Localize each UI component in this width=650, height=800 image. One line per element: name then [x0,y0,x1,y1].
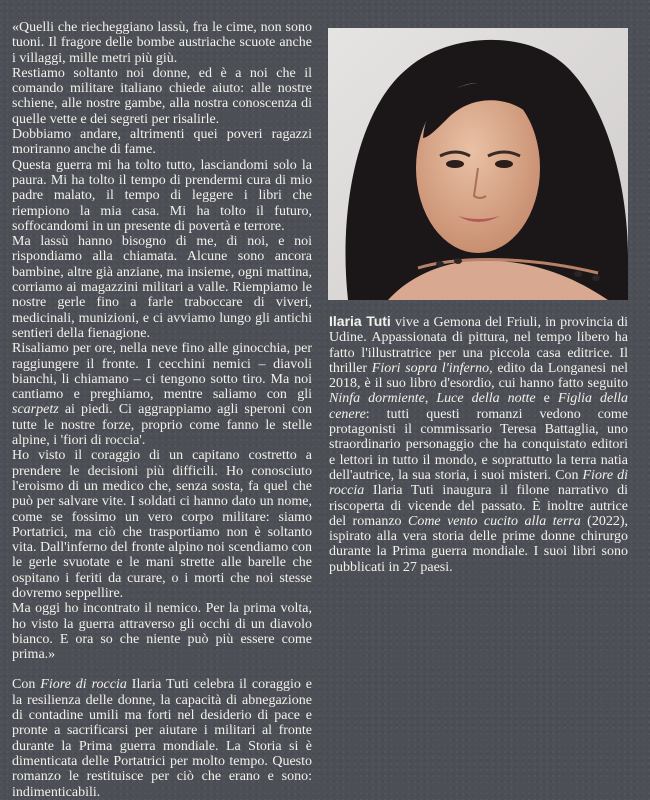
book-title: Fiori sopra l'inferno [371,360,490,376]
quote-text: Risaliamo per ore, nella neve fino alle ginocchia, per raggiungere il fronte. I cecchini nemici – diavoli bianchi, li chiamano – ci tengono sotto tiro. Ma noi cantiamo e preghiamo, mentre saliamo con gli [12,341,312,403]
bio-text: e [535,391,558,407]
author-portrait-image [328,28,628,300]
quote-paragraph: «Quelli che riecheggiano lassù, fra le cime, non sono tuoni. Il fragore delle bombe austriache scuote anche i villaggi, mille metri più giù. [12,20,312,66]
quote-italic-word: scarpetz [12,402,59,418]
book-title: Come vento cucito alla terra [407,513,581,529]
author-bio [329,314,628,575]
bio-text: , [424,391,437,407]
author-name: Ilaria Tuti [329,313,391,329]
bio-text: : tutti questi romanzi vedono come protagonisti il commissario Teresa Battaglia, uno straordinario personaggio che ha conquistato editori e lettori in tutto il mondo, e soprattutto la terra natia dell'autrice, la sua storia, i suoi misteri. Con [329,406,628,483]
book-title: Luce della notte [436,391,536,407]
synopsis-text: Con [12,677,41,693]
book-title: Figlia della cenere [329,391,629,422]
quote-text: ai piedi. Ci aggrappiamo agli speroni con tutte le nostre forze, proprio come fanno le stelle alpine, i 'fiori di roccia'. [12,402,312,449]
book-blurb-column [12,20,312,800]
quote-paragraph: Ma lassù hanno bisogno di me, di noi, e noi rispondiamo alla chiamata. Alcune sono ancora bambine, altre già anziane, ma insieme, ogni mattina, corriamo ai magazzini militari a valle. Riempiamo le nostre gerle fino a farle traboccare di viveri, medicinali, munizioni, e ci avviamo lungo gli antichi sentieri della fienagione. [12,234,312,341]
synopsis-paragraph [12,677,312,799]
book-title: Fiore di roccia [329,467,628,499]
quote-paragraph: Questa guerra mi ha tolto tutto, lasciandomi solo la paura. Mi ha tolto il tempo di prendermi cura di mio padre malato, il tempo di leggere i libri che riempiono la mia casa. Mi ha tolto il futuro, soffocandomi in un presente di povertà e terrore. [12,157,312,234]
quote-paragraph: Ma oggi ho incontrato il nemico. Per la prima volta, ho visto la guerra attraverso gli occhi di un diavolo bianco. E ora so che niente può più essere come prima.» [12,601,312,663]
quote-paragraph [12,341,312,448]
quote-paragraph: Restiamo soltanto noi donne, ed è a noi che il comando militare italiano chiede aiuto: alle nostre schiene, alle nostre gambe, alla nostra conoscenza di quelle vette e dei segreti per risalirle. [12,65,312,127]
bio-text: (2022), ispirato alla vera storia delle prime donne chirurgo durante la Prima guerra mondiale. I suoi libri sono pubblicati in 27 paesi. [329,513,629,575]
bio-text: vive a Gemona del Friuli, in provincia di Udine. Appassionata di pittura, nel tempo libero ha fatto l'illustratrice per una piccola casa editrice. Il thriller [329,315,628,376]
bio-text: Ilaria Tuti inaugura il filone narrativo di riscoperta di vicende del passato. È inoltre autrice del romanzo [329,483,628,529]
synopsis-text: Ilaria Tuti celebra il coraggio e la resilienza delle donne, la capacità di abnegazione di contadine umili ma forti nel desiderio di pace e pronte a sacrificarsi per aiutare i militari al fronte durante la Prima guerra mondiale. La Storia si è dimenticata delle Portatrici per molto tempo. Questo romanzo le restituisce per ciò che erano e sono: indimenticabili. [12,677,312,800]
book-title: Ninfa dormiente [329,391,425,407]
author-photo [328,28,628,300]
book-title: Fiore di roccia [40,677,127,693]
author-bio-paragraph [329,314,628,575]
quote-paragraph: Ho visto il coraggio di un capitano costretto a prendere le decisioni più difficili. Ho conosciuto l'eroismo di un medico che, senza sosta, fa quel che può per salvare vite. I soldati ci hanno dato un nome, come se fossimo un vero corpo militare: siamo Portatrici, ma ciò che trasportiamo non è soltanto vita. Dall'inferno del fronte alpino noi scendiamo con le gerle svuotate e le mani strette alle barelle che ospitano i feriti da curare, o i morti che noi stesse dovremo seppellire. [12,448,312,601]
bio-text: , edito da Longanesi nel 2018, è il suo libro d'esordio, cui hanno fatto seguito [329,360,628,392]
quote-paragraph: Dobbiamo andare, altrimenti quei poveri ragazzi moriranno anche di fame. [12,127,312,158]
